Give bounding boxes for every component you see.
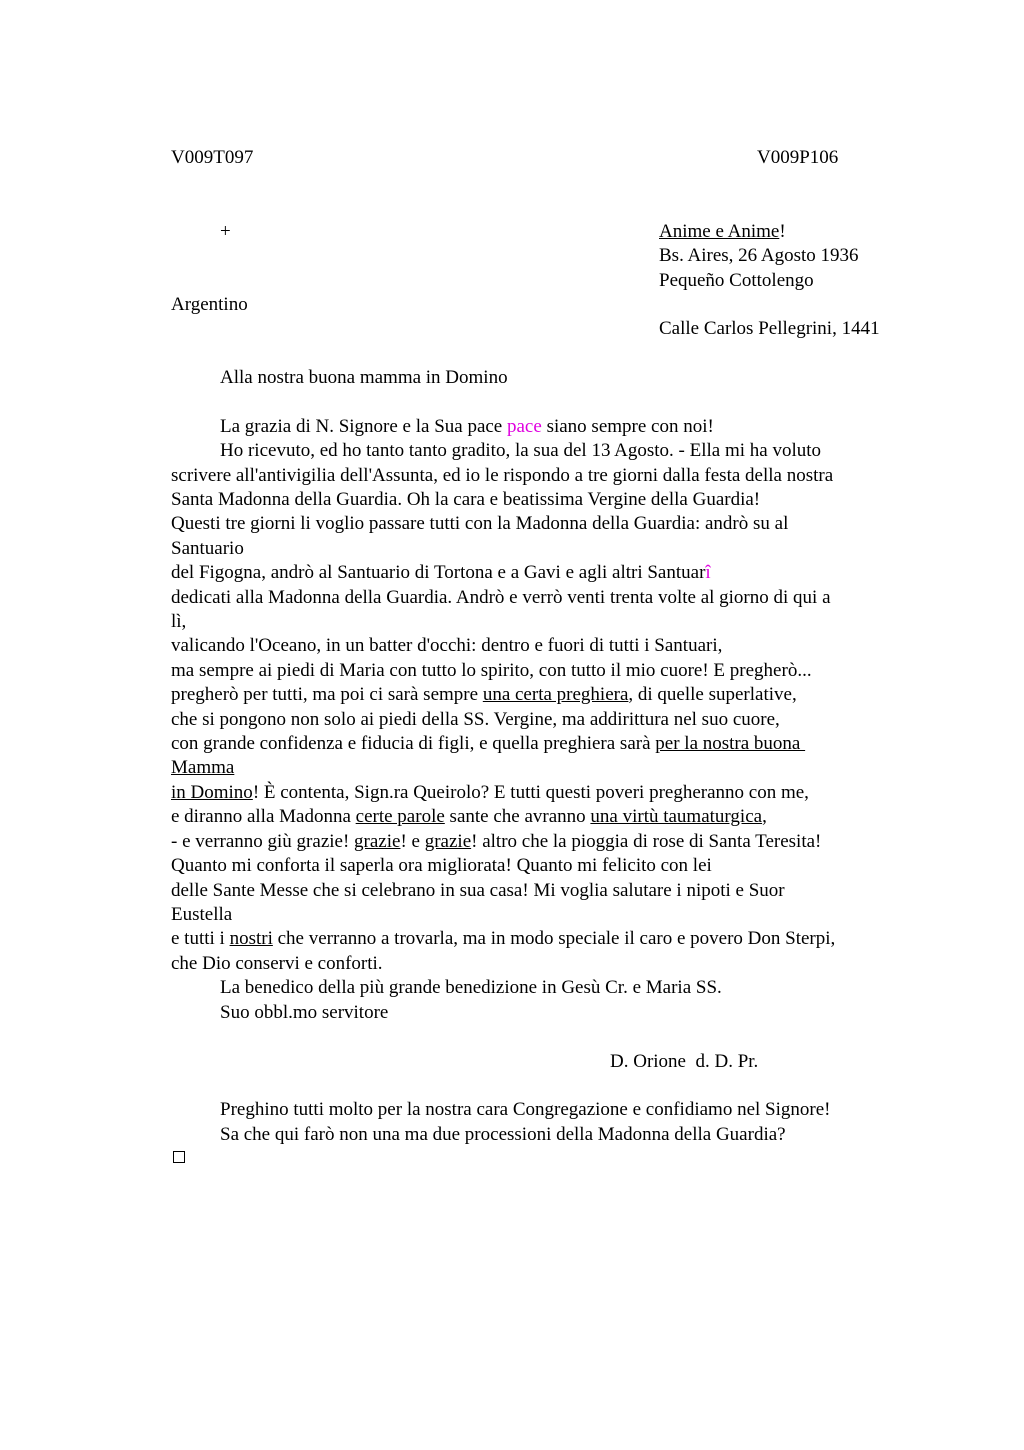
underlined-word: grazie	[354, 831, 401, 852]
body-line: scrivere all'antivigilia dell'Assunta, ed io le rispondo a tre giorni dalla festa della nostra	[171, 465, 834, 486]
body-line	[171, 805, 767, 829]
body-line	[171, 561, 711, 585]
cross-mark: +	[220, 221, 231, 242]
body-line: Eustella	[171, 904, 233, 925]
text-run: siano sempre con noi!	[541, 416, 714, 437]
body-line: Santuario	[171, 538, 244, 559]
postscript-line: Preghino tutti molto per la nostra cara Congregazione e confidiamo nel Signore!	[220, 1099, 831, 1120]
highlighted-char: î	[705, 562, 711, 583]
text-run: pregherò per tutti, ma poi ci sarà sempre	[171, 684, 483, 705]
motto-end: !	[779, 221, 786, 242]
body-line: La benedico della più grande benedizione in Gesù Cr. e Maria SS.	[220, 977, 722, 998]
place-date: Bs. Aires, 26 Agosto 1936	[659, 245, 859, 266]
text-run: che verranno a trovarla, ma in modo speciale il caro e povero Don Sterpi,	[272, 928, 836, 949]
institution: Pequeño Cottolengo	[659, 270, 814, 291]
underlined-phrase: certe parole	[355, 806, 445, 827]
text-run: La grazia di N. Signore e la Sua pace	[220, 416, 507, 437]
text-run: ! e	[400, 831, 425, 852]
text-run: , di quelle superlative,	[628, 684, 797, 705]
highlighted-word: pace	[507, 416, 542, 437]
motto-underlined: Anime e Anime	[659, 221, 780, 242]
underlined-phrase: una certa preghiera	[482, 684, 629, 705]
body-line: Santa Madonna della Guardia. Oh la cara e beatissima Vergine della Guardia!	[171, 489, 761, 510]
salutation: Alla nostra buona mamma in Domino	[220, 367, 508, 388]
body-line	[171, 781, 809, 805]
body-line: Mamma	[171, 757, 235, 778]
body-line	[171, 830, 821, 854]
doc-code-left: V009T097	[171, 147, 254, 168]
body-line: delle Sante Messe che si celebrano in sua casa! Mi voglia salutare i nipoti e Suor	[171, 880, 785, 901]
institution-continued: Argentino	[171, 294, 248, 315]
empty-square-icon	[173, 1151, 185, 1163]
signature: D. Orione d. D. Pr.	[610, 1051, 759, 1072]
body-line: valicando l'Oceano, in un batter d'occhi: dentro e fuori di tutti i Santuari,	[171, 635, 723, 656]
underlined-word: grazie	[424, 831, 472, 852]
text-run: e diranno alla Madonna	[171, 806, 356, 827]
text-run: sante che avranno	[444, 806, 591, 827]
text-run: ! È contenta, Sign.ra Queirolo? E tutti questi poveri pregheranno con me,	[252, 782, 809, 803]
body-line: ma sempre ai piedi di Maria con tutto lo spirito, con tutto il mio cuore! E pregherò...	[171, 660, 812, 681]
body-line: Questi tre giorni li voglio passare tutti con la Madonna della Guardia: andrò su al	[171, 513, 789, 534]
body-line: Ho ricevuto, ed ho tanto tanto gradito, la sua del 13 Agosto. - Ella mi ha voluto	[220, 440, 822, 461]
text-run: ,	[762, 806, 767, 827]
body-line	[171, 927, 835, 951]
text-run: con grande confidenza e fiducia di figli, e quella preghiera sarà	[171, 733, 656, 754]
body-line	[171, 732, 805, 756]
address: Calle Carlos Pellegrini, 1441	[659, 318, 880, 339]
body-line: dedicati alla Madonna della Guardia. Andrò e verrò venti trenta volte al giorno di qui a	[171, 587, 831, 608]
text-run: ! altro che la pioggia di rose di Santa Teresita!	[471, 831, 822, 852]
postscript-line: Sa che qui farò non una ma due processioni della Madonna della Guardia?	[220, 1124, 786, 1145]
text-run: e tutti i	[171, 928, 230, 949]
doc-code-right: V009P106	[757, 147, 839, 168]
underlined-phrase: per la nostra buona	[655, 733, 806, 754]
closing-line: Suo obbl.mo servitore	[220, 1002, 389, 1023]
body-line: che Dio conservi e conforti.	[171, 953, 383, 974]
body-line	[171, 683, 797, 707]
underlined-phrase: in Domino	[171, 782, 253, 803]
underlined-phrase: una virtù taumaturgica	[590, 806, 763, 827]
body-line	[220, 415, 714, 439]
underlined-word: nostri	[229, 928, 273, 949]
motto	[659, 220, 786, 244]
body-line: che si pongono non solo ai piedi della SS. Vergine, ma addirittura nel suo cuore,	[171, 709, 780, 730]
text-run: del Figogna, andrò al Santuario di Tortona e a Gavi e agli altri Santuar	[171, 562, 706, 583]
text-run: - e verranno giù grazie!	[171, 831, 355, 852]
body-line: Quanto mi conforta il saperla ora migliorata! Quanto mi felicito con lei	[171, 855, 712, 876]
body-line: lì,	[171, 611, 187, 632]
